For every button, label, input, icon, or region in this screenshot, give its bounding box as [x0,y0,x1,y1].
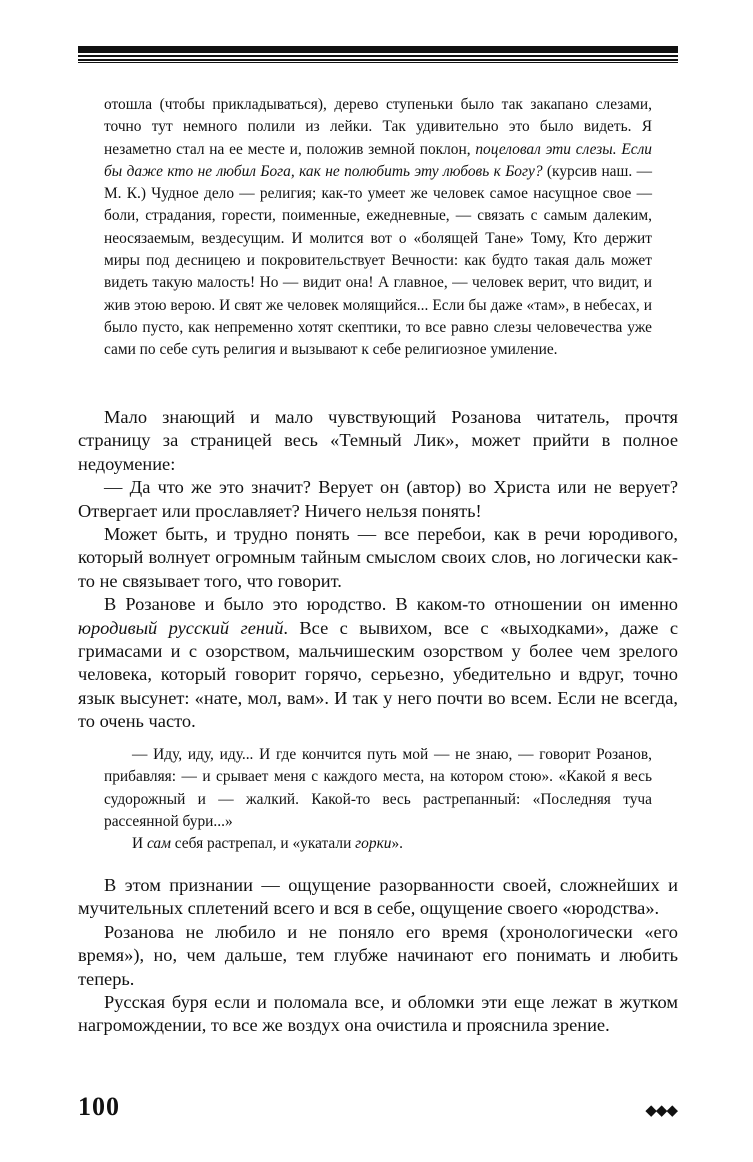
block-quote-2 [104,744,652,855]
diamond-ornament-icon: ◆◆◆ [645,1101,677,1119]
block-quote-1 [104,94,652,362]
paragraph: Розанова не любило и не поняло его время (хронологически «его время»), но, чем дальше, тем глубже начинают его понимать и любить теперь. [78,921,678,989]
header-rule [78,46,678,64]
paragraph: — Да что же это значит? Верует он (автор) во Христа или не верует? Отвергает или прославляет? Ничего нельзя понять! [78,477,678,521]
quote-paragraph: И сам себя растрепал, и «укатали горки». [132,835,404,853]
paragraph: В Розанове и было это юродство. В каком-то отношении он именно юродивый русский гений. Все с вывихом, все с «выходками», даже с гримасами и с озорством, мальчишеским озорством у более чем зрелого человека, который говорит горячо, серьезно, убедительно и вдруг, точно язык высунет: «нате, мол, вам». И так у него почти во всем. Если не всегда, то очень часто. [78,594,678,732]
paragraph: В этом признании — ощущение разорванности своей, сложнейших и мучительных сплетений всего и вся в себе, ощущение своего «юродства». [78,875,678,919]
quote-paragraph: — Иду, иду, иду... И где кончится путь мой — не знаю, — говорит Розанов, прибавляя: — и срывает меня с каждого места, на котором стою». «Какой я весь судорожный и — жалкий. Какой-то весь растрепанный: «Последняя туча рассеянной бури...» [104,746,652,830]
italic-emphasis: поцеловал эти слезы. Если бы даже кто не любил Бога, как не полюбить эту любовь к Богу? [104,140,652,180]
paragraph: Мало знающий и мало чувствующий Розанова читатель, прочтя страницу за страницей весь «Темный Лик», может прийти в полное недоумение: [78,407,678,474]
main-text-2 [78,874,678,1038]
italic-emphasis: юродивый русский гений [78,617,284,638]
main-text-1 [78,406,678,734]
quote-paragraph: отошла (чтобы прикладываться), дерево ступеньки было так закапано слезами, точно тут немного полили из лейки. Так удивительно это было видеть. Я незаметно стал на ее месте и, положив земной поклон, поцеловал эти слезы. Если бы даже кто не любил Бога, как не полюбить эту любовь к Богу? (курсив наш. — М. К.) Чудное дело — религия; как-то умеет же человек самое насущное свое — боли, страдания, горести, поименные, ежедневные, — связать с самым далеким, неосязаемым, вездесущим. И молится вот о «болящей Тане» Тому, Кто держит миры под десницею и покровительствует Вечности: как будто такая даль может видеть такую малость! Но — видит она! А главное, — человек верит, что видит, и жив этою верою. И свят же человек молящийся... Если бы даже «там», в небесах, и было пусто, как непременно хотят скептики, то все равно слезы человечества уже сами по себе суть религия и вызывают к себе религиозное умиление. [104,96,653,359]
page-number: 100 [78,1092,120,1121]
paragraph: Может быть, и трудно понять — все перебои, как в речи юродивого, который волнует огромным тайным смыслом своих слов, но логически как-то не связывает того, что говорит. [78,524,678,591]
paragraph: Русская буря если и поломала все, и обломки эти еще лежат в жутком нагромождении, то все же воздух она очистила и прояснила зрение. [78,992,678,1036]
